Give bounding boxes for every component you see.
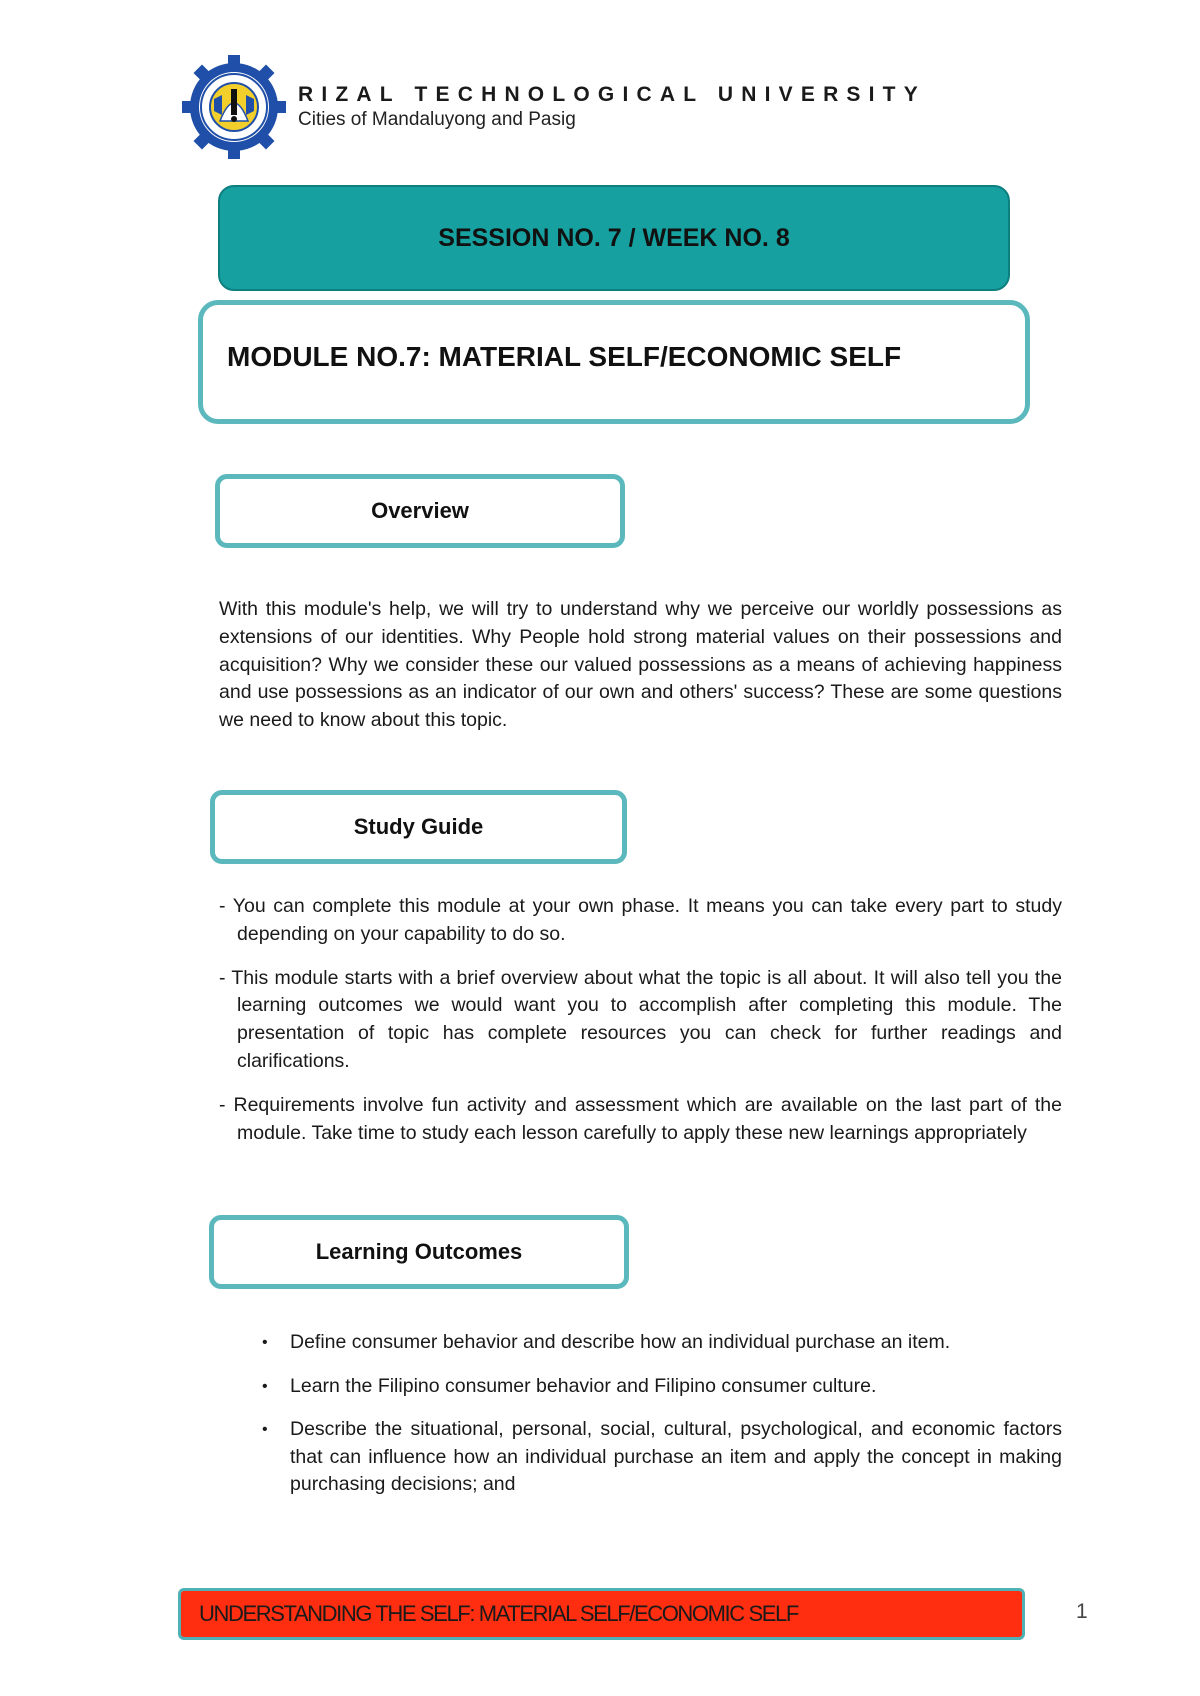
learning-outcomes-list [255, 1329, 1062, 1515]
bullet-icon: • [262, 1377, 268, 1395]
study-guide-item: - Requirements involve fun activity and assessment which are available on the last part of the module. Take time to study each lesson carefully to apply these new learnings appropriately [219, 1093, 1062, 1144]
learning-outcome-item: • Describe the situational, personal, social, cultural, psychological, and economic factors that can influence how an individual purchase an item and apply the concept in making purchasing decisions; and [262, 1418, 1062, 1495]
overview-label: Overview [371, 498, 469, 523]
study-guide-header [210, 790, 627, 864]
module-title-box [198, 300, 1030, 424]
learning-outcomes-header [209, 1215, 629, 1289]
university-seal-icon [178, 55, 290, 159]
footer-title: UNDERSTANDING THE SELF: MATERIAL SELF/ECONOMIC SELF [199, 1601, 798, 1626]
study-guide-item: - You can complete this module at your own phase. It means you can take every part to study depending on your capability to do so. [219, 895, 1062, 945]
university-name: RIZAL TECHNOLOGICAL UNIVERSITY [298, 83, 926, 106]
module-title: MODULE NO.7: MATERIAL SELF/ECONOMIC SELF [227, 341, 902, 372]
session-banner [218, 185, 1010, 291]
session-label: SESSION NO. 7 / WEEK NO. 8 [438, 223, 790, 252]
bullet-icon: • [262, 1334, 268, 1351]
learning-outcomes-label: Learning Outcomes [315, 1239, 523, 1264]
learning-outcome-item: • Define consumer behavior and describe how an individual purchase an item. [255, 1329, 1062, 1357]
study-guide-label: Study Guide [353, 814, 484, 839]
study-guide-list [219, 893, 1062, 1147]
footer-bar [178, 1588, 1025, 1640]
overview-text: With this module's help, we will try to understand why we perceive our worldly possessions as extensions of our identities. Why People hold strong material values on their possessions and acquisition? Why we consider these our valued possessions as a means of achieving happiness and use possessions as an indicator of our own and others' success? These are some questions we need to know about this topic. [219, 598, 1062, 732]
bullet-icon: • [262, 1421, 268, 1438]
study-guide-item: - This module starts with a brief overview about what the topic is all about. It will also tell you the learning outcomes we would want you to accomplish after completing this module. The presentation of topic has complete resources you can check for further readings and clarifications. [219, 966, 1062, 1072]
university-location: Cities of Mandaluyong and Pasig [298, 109, 576, 130]
page-number: 1 [1076, 1600, 1088, 1623]
learning-outcome-item: • Learn the Filipino consumer behavior and Filipino consumer culture. [255, 1373, 1062, 1401]
overview-header [215, 474, 625, 548]
